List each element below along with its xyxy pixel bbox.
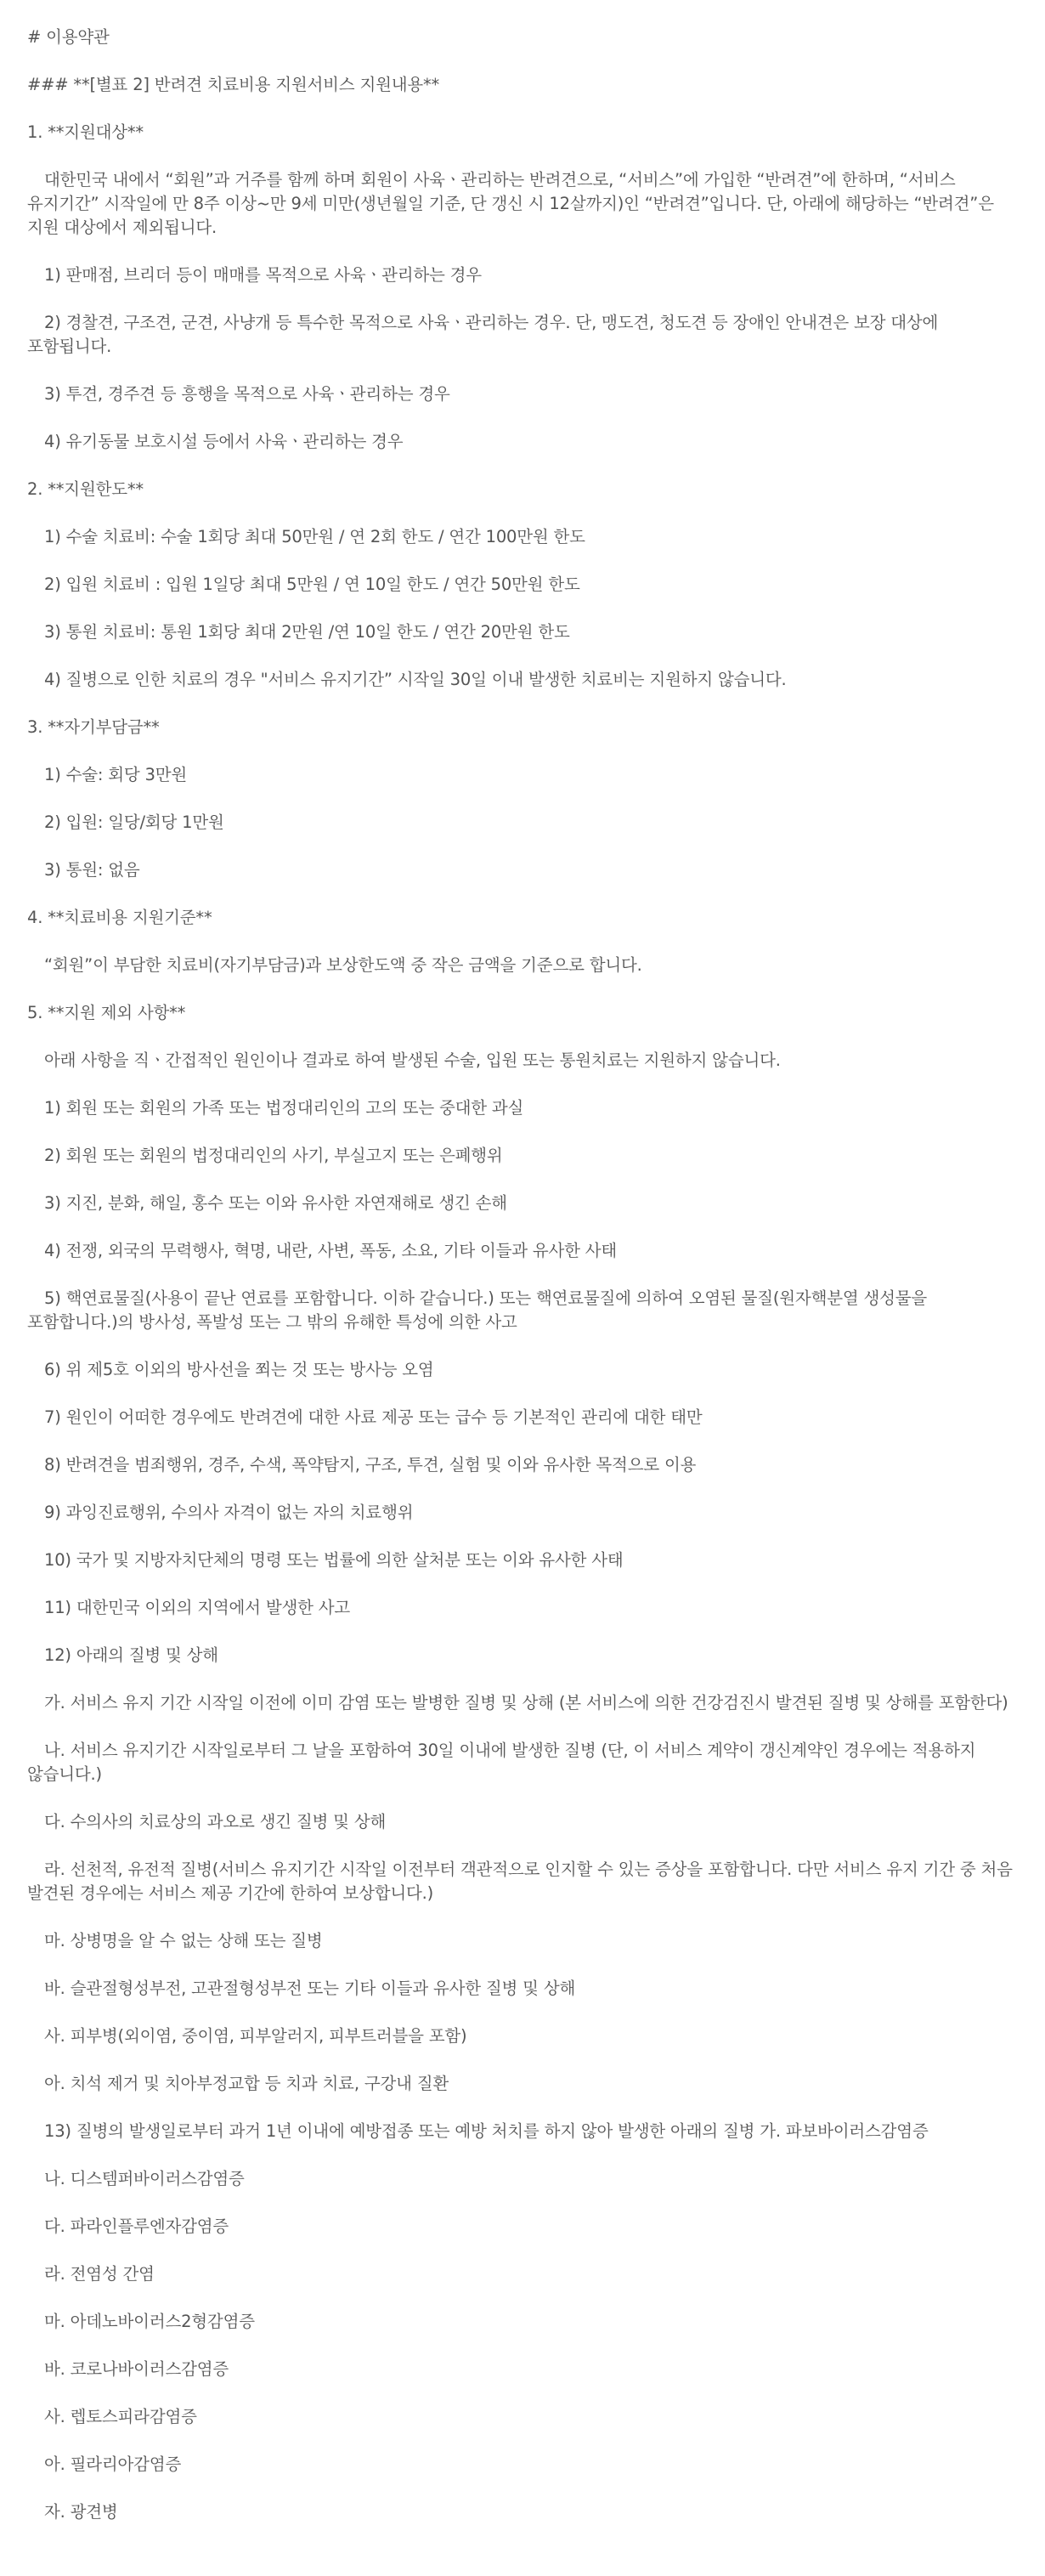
section-title: 2. **지원한도**: [27, 479, 144, 499]
list-item: 2) 회원 또는 회원의 법정대리인의 사기, 부실고지 또는 은폐행위: [44, 1146, 503, 1165]
sub-list-item: 아. 필라리아감염증: [44, 2454, 182, 2474]
sub-list-item: 마. 상병명을 알 수 없는 상해 또는 질병: [44, 1931, 323, 1950]
list-item: 2) 경찰견, 구조견, 군견, 사냥개 등 특수한 목적으로 사육ㆍ관리하는 경우. 단, 맹도견, 청도견 등 장애인 안내견은 보장 대상에 포함됩니다.: [27, 313, 939, 356]
sub-list-item: 라. 선천적, 유전적 질병(서비스 유지기간 시작일 이전부터 객관적으로 인지할 수 있는 증상을 포함합니다. 다만 서비스 유지 기간 중 처음 발견된 경우에는 서비스 제공 기간에 한하여 보상합니다.): [27, 1860, 1013, 1903]
sub-list-item: 다. 파라인플루엔자감염증: [44, 2216, 229, 2236]
list-item: 9) 과잉진료행위, 수의사 자격이 없는 자의 치료행위: [44, 1503, 414, 1522]
section-title: 5. **지원 제외 사항**: [27, 1003, 186, 1022]
annex-heading: ### **[별표 2] 반려견 치료비용 지원서비스 지원내용**: [27, 75, 440, 94]
section-title: 3. **자기부담금**: [27, 717, 160, 737]
list-item: 13) 질병의 발생일로부터 과거 1년 이내에 예방접종 또는 예방 처치를 하지 않아 발생한 아래의 질병 가. 파보바이러스감염증: [44, 2121, 929, 2141]
list-item: 3) 통원: 없음: [44, 860, 140, 880]
list-item: 3) 투견, 경주견 등 흥행을 목적으로 사육ㆍ관리하는 경우: [44, 384, 450, 404]
list-item: 1) 수술: 회당 3만원: [44, 765, 188, 784]
list-item: 2) 입원 치료비 : 입원 1일당 최대 5만원 / 연 10일 한도 / 연간 50만원 한도: [44, 575, 580, 594]
paragraph: 아래 사항을 직ㆍ간접적인 원인이나 결과로 하여 발생된 수술, 입원 또는 통원치료는 지원하지 않습니다.: [44, 1050, 781, 1070]
sub-list-item: 다. 수의사의 치료상의 과오로 생긴 질병 및 상해: [44, 1812, 387, 1832]
list-item: 5) 핵연료물질(사용이 끝난 연료를 포함합니다. 이하 같습니다.) 또는 핵연료물질에 의하여 오염된 물질(원자핵분열 생성물을 포함합니다.)의 방사성, 폭발성 또는 그 밖의 유해한 특성에 의한 사고: [27, 1288, 928, 1332]
section-title: 1. **지원대상**: [27, 122, 144, 142]
list-item: 3) 지진, 분화, 해일, 홍수 또는 이와 유사한 자연재해로 생긴 손해: [44, 1193, 507, 1213]
list-item: 1) 회원 또는 회원의 가족 또는 법정대리인의 고의 또는 중대한 과실: [44, 1098, 524, 1118]
list-item: 3) 통원 치료비: 통원 1회당 최대 2만원 /연 10일 한도 / 연간 20만원 한도: [44, 622, 570, 642]
list-item: 4) 유기동물 보호시설 등에서 사육ㆍ관리하는 경우: [44, 432, 404, 451]
sub-list-item: 자. 광견병: [44, 2502, 118, 2522]
sub-list-item: 나. 디스템퍼바이러스감염증: [44, 2169, 245, 2188]
sub-list-item: 라. 전염성 간염: [44, 2264, 155, 2284]
section-title: 4. **치료비용 지원기준**: [27, 908, 212, 927]
list-item: 2) 입원: 일당/회당 1만원: [44, 812, 224, 832]
list-item: 10) 국가 및 지방자치단체의 명령 또는 법률에 의한 살처분 또는 이와 유사한 사태: [44, 1550, 624, 1570]
list-item: 4) 질병으로 인한 치료의 경우 "서비스 유지기간” 시작일 30일 이내 발생한 치료비는 지원하지 않습니다.: [44, 670, 787, 689]
sub-list-item: 나. 서비스 유지기간 시작일로부터 그 날을 포함하여 30일 이내에 발생한 질병 (단, 이 서비스 계약이 갱신계약인 경우에는 적용하지 않습니다.): [27, 1741, 976, 1784]
paragraph: “회원”이 부담한 치료비(자기부담금)과 보상한도액 중 작은 금액을 기준으로 합니다.: [44, 955, 642, 975]
sub-list-item: 사. 피부병(외이염, 중이염, 피부알러지, 피부트러블을 포함): [44, 2026, 467, 2046]
paragraph: 대한민국 내에서 “회원”과 거주를 함께 하며 회원이 사육ㆍ관리하는 반려견으로, “서비스”에 가입한 “반려견”에 한하며, “서비스 유지기간” 시작일에 만 8주 이상~만 9세 미만(생년월일 기준, 단 갱신 시 12살까지)인 “반려견”입니다. 단, 아래에 해당하는 “반려견”은 지원 대상에서 제외됩니다.: [27, 170, 994, 237]
sub-list-item: 바. 슬관절형성부전, 고관절형성부전 또는 기타 이들과 유사한 질병 및 상해: [44, 1979, 576, 1998]
list-item: 8) 반려견을 범죄행위, 경주, 수색, 폭약탐지, 구조, 투견, 실험 및 이와 유사한 목적으로 이용: [44, 1455, 697, 1475]
list-item: 12) 아래의 질병 및 상해: [44, 1645, 218, 1665]
list-item: 7) 원인이 어떠한 경우에도 반려견에 대한 사료 제공 또는 급수 등 기본적인 관리에 대한 태만: [44, 1407, 703, 1427]
list-item: 4) 전쟁, 외국의 무력행사, 혁명, 내란, 사변, 폭동, 소요, 기타 이들과 유사한 사태: [44, 1241, 618, 1260]
list-item: 11) 대한민국 이외의 지역에서 발생한 사고: [44, 1598, 351, 1617]
doc-heading: # 이용약관: [27, 27, 110, 47]
sub-list-item: 바. 코로나바이러스감염증: [44, 2359, 229, 2379]
sub-list-item: 사. 렙토스피라감염증: [44, 2407, 197, 2426]
sub-list-item: 아. 치석 제거 및 치아부정교합 등 치과 치료, 구강내 질환: [44, 2074, 449, 2093]
list-item: 1) 수술 치료비: 수술 1회당 최대 50만원 / 연 2회 한도 / 연간 100만원 한도: [44, 527, 585, 546]
list-item: 1) 판매점, 브리더 등이 매매를 목적으로 사육ㆍ관리하는 경우: [44, 265, 482, 285]
sub-list-item: 가. 서비스 유지 기간 시작일 이전에 이미 감염 또는 발병한 질병 및 상해 (본 서비스에 의한 건강검진시 발견된 질병 및 상해를 포함한다): [44, 1693, 1008, 1713]
sub-list-item: 마. 아데노바이러스2형감염증: [44, 2312, 255, 2331]
list-item: 6) 위 제5호 이외의 방사선을 쬐는 것 또는 방사능 오염: [44, 1360, 434, 1379]
